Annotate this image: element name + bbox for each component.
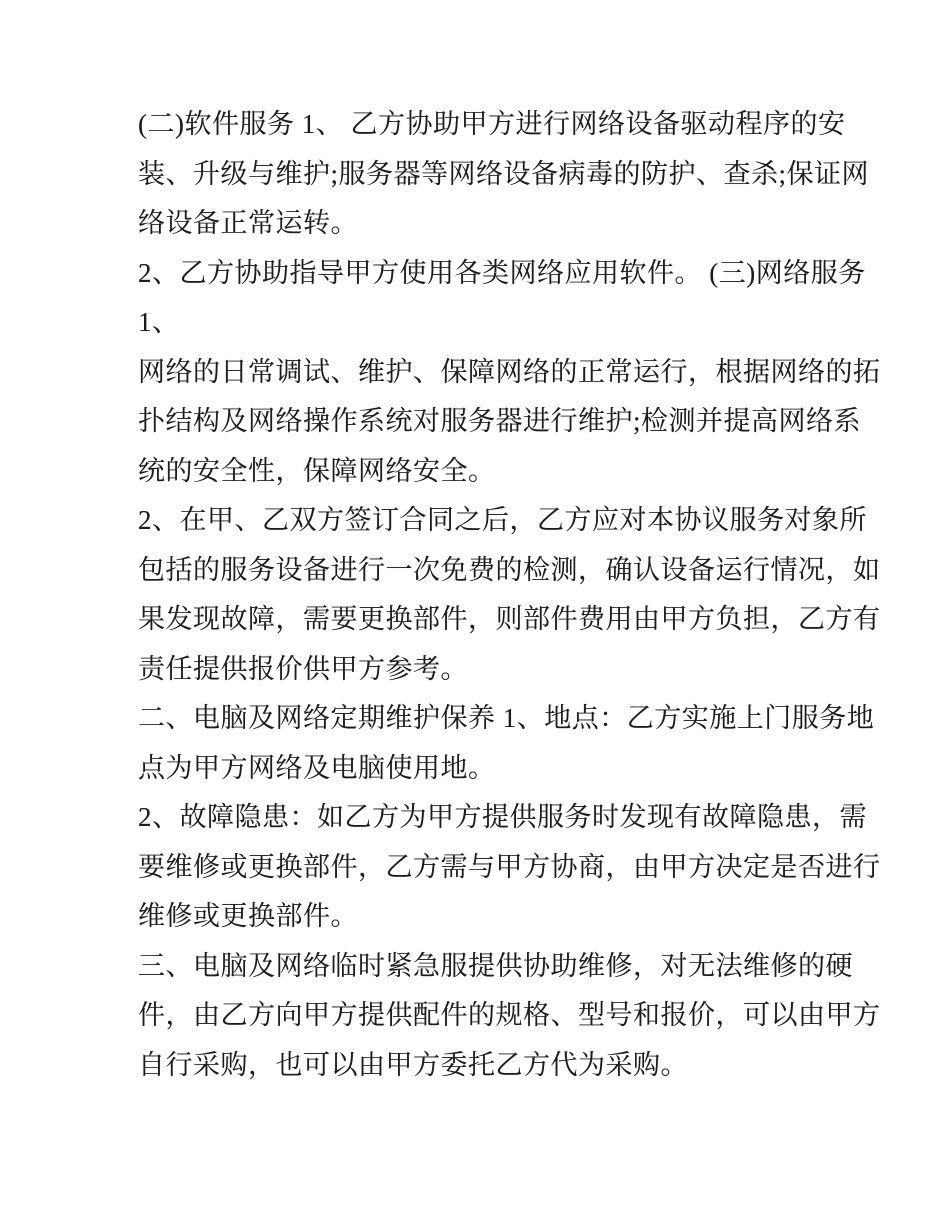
text-line: (二)软件服务 1、 乙方协助甲方进行网络设备驱动程序的安 — [138, 109, 846, 139]
text-line: 2、乙方协助指导甲方使用各类网络应用软件。 (三)网络服务 — [138, 257, 866, 288]
text-line: 自行采购，也可以由甲方委托乙方代为采购。 — [138, 1049, 688, 1080]
text-line: 包括的服务设备进行一次免费的检测，确认设备运行情况，如 — [138, 554, 881, 585]
text-line: 络设备正常运转。 — [138, 208, 358, 238]
text-line: 2、在甲、乙双方签订合同之后，乙方应对本协议服务对象所 — [138, 505, 867, 535]
text-line: 1、 — [138, 307, 180, 337]
text-line: 责任提供报价供甲方参考。 — [138, 653, 468, 684]
text-line: 果发现故障，需要更换部件，则部件费用由甲方负担，乙方有 — [138, 604, 881, 634]
text-line: 统的安全性，保障网络安全。 — [138, 455, 496, 486]
text-line: 点为甲方网络及电脑使用地。 — [138, 752, 496, 783]
text-line: 二、电脑及网络定期维护保养 1、地点：乙方实施上门服务地 — [138, 703, 875, 733]
text-line: 三、电脑及网络临时紧急服提供协助维修，对无法维修的硬 — [138, 950, 853, 981]
text-line: 件，由乙方向甲方提供配件的规格、型号和报价，可以由甲方 — [138, 1000, 881, 1030]
text-line: 要维修或更换部件，乙方需与甲方协商，由甲方决定是否进行 — [138, 851, 881, 882]
text-line: 2、故障隐患：如乙方为甲方提供服务时发现有故障隐患，需 — [138, 802, 867, 832]
text-line: 维修或更换部件。 — [138, 901, 358, 931]
text-line: 扑结构及网络操作系统对服务器进行维护;检测并提高网络系 — [138, 406, 862, 436]
text-line: 网络的日常调试、维护、保障网络的正常运行，根据网络的拓 — [138, 356, 881, 387]
document-text-block — [138, 100, 881, 1090]
text-line: 装、升级与维护;服务器等网络设备病毒的防护、查杀;保证网 — [138, 158, 870, 189]
